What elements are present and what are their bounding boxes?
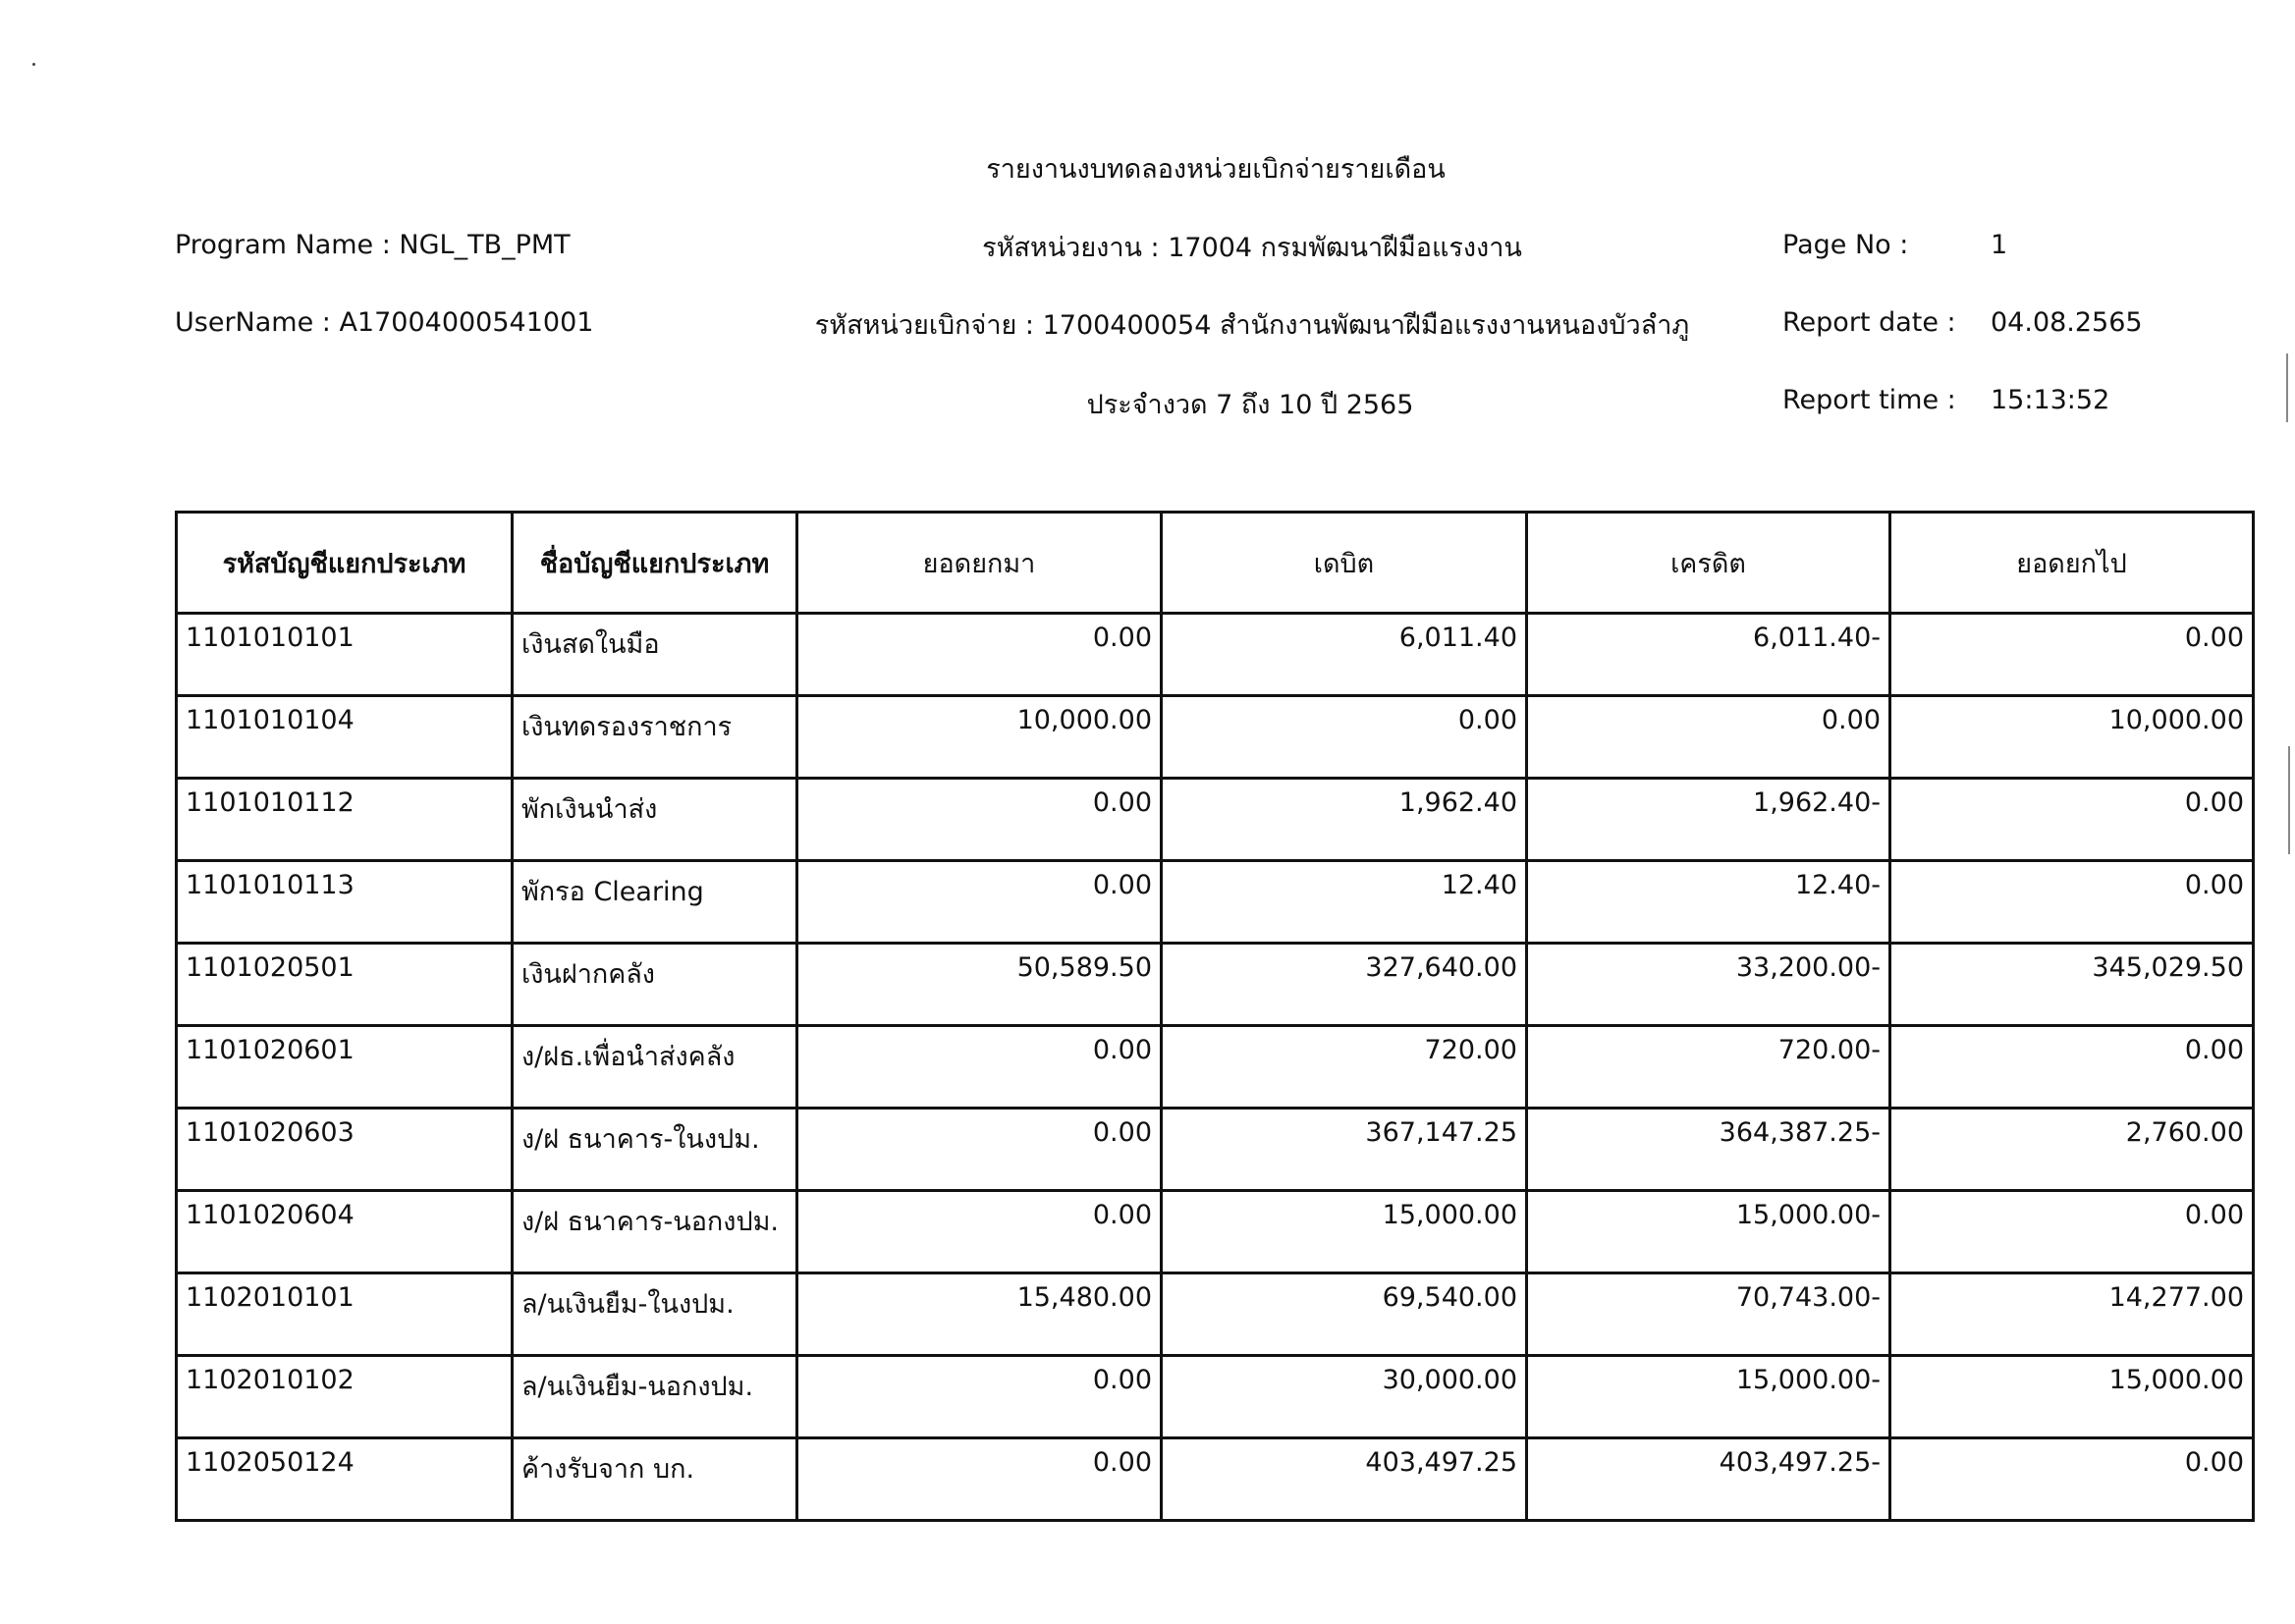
account-name: ล/นเงินยืม-ในงปม. — [513, 1273, 797, 1356]
report-time-value: 15:13:52 — [1991, 385, 2110, 415]
table-row — [177, 1356, 2254, 1438]
account-name: ง/ฝ ธนาคาร-ในงปม. — [513, 1109, 797, 1191]
opening-balance: 0.00 — [797, 779, 1162, 861]
agency-code: รหัสหน่วยงาน : 17004 กรมพัฒนาฝีมือแรงงาน — [982, 233, 1522, 263]
opening-balance: 10,000.00 — [797, 696, 1162, 779]
scan-edge-mark — [2286, 353, 2288, 422]
debit: 403,497.25 — [1162, 1438, 1527, 1521]
account-code: 1102050124 — [177, 1438, 513, 1521]
credit: 70,743.00- — [1527, 1273, 1890, 1356]
credit: 1,962.40- — [1527, 779, 1890, 861]
account-code: 1101010113 — [177, 861, 513, 944]
report-period: ประจำงวด 7 ถึง 10 ปี 2565 — [1086, 390, 1414, 420]
disbursing-unit: รหัสหน่วยเบิกจ่าย : 1700400054 สำนักงานพัฒนาฝีมือแรงงานหนองบัวลำภู — [814, 310, 1690, 341]
trial-balance-table — [175, 511, 2255, 1522]
closing-balance: 345,029.50 — [1890, 944, 2254, 1026]
account-code: 1101020603 — [177, 1109, 513, 1191]
col-header-credit: เครดิต — [1527, 513, 1890, 614]
debit: 720.00 — [1162, 1026, 1527, 1109]
table-row — [177, 861, 2254, 944]
scan-speck — [32, 63, 35, 66]
user-name: UserName : A17004000541001 — [175, 307, 594, 338]
col-header-account-name: ชื่อบัญชีแยกประเภท — [513, 513, 797, 614]
table-row — [177, 779, 2254, 861]
table-row — [177, 1109, 2254, 1191]
table-row — [177, 696, 2254, 779]
account-name: ล/นเงินยืม-นอกงปม. — [513, 1356, 797, 1438]
page-no-value: 1 — [1991, 230, 2008, 260]
closing-balance: 0.00 — [1890, 614, 2254, 696]
account-code: 1101020601 — [177, 1026, 513, 1109]
closing-balance: 0.00 — [1890, 861, 2254, 944]
debit: 15,000.00 — [1162, 1191, 1527, 1273]
account-name: ง/ฝธ.เพื่อนำส่งคลัง — [513, 1026, 797, 1109]
opening-balance: 15,480.00 — [797, 1273, 1162, 1356]
debit: 327,640.00 — [1162, 944, 1527, 1026]
program-name: Program Name : NGL_TB_PMT — [175, 230, 571, 260]
account-name: เงินทดรองราชการ — [513, 696, 797, 779]
account-name: เงินสดในมือ — [513, 614, 797, 696]
col-header-debit: เดบิต — [1162, 513, 1527, 614]
table-header-row — [177, 513, 2254, 614]
account-code: 1101020501 — [177, 944, 513, 1026]
credit: 720.00- — [1527, 1026, 1890, 1109]
report-date-value: 04.08.2565 — [1991, 307, 2143, 338]
account-name: ง/ฝ ธนาคาร-นอกงปม. — [513, 1191, 797, 1273]
closing-balance: 0.00 — [1890, 1191, 2254, 1273]
opening-balance: 50,589.50 — [797, 944, 1162, 1026]
scan-edge-mark — [2288, 746, 2290, 854]
col-header-opening-balance: ยอดยกมา — [797, 513, 1162, 614]
credit: 403,497.25- — [1527, 1438, 1890, 1521]
page-no-label: Page No : — [1782, 230, 1909, 260]
opening-balance: 0.00 — [797, 861, 1162, 944]
closing-balance: 0.00 — [1890, 1026, 2254, 1109]
credit: 33,200.00- — [1527, 944, 1890, 1026]
report-title: รายงานงบทดลองหน่วยเบิกจ่ายรายเดือน — [986, 154, 1446, 185]
account-name: พักรอ Clearing — [513, 861, 797, 944]
account-code: 1101010104 — [177, 696, 513, 779]
account-code: 1101010101 — [177, 614, 513, 696]
debit: 367,147.25 — [1162, 1109, 1527, 1191]
account-code: 1102010102 — [177, 1356, 513, 1438]
account-code: 1102010101 — [177, 1273, 513, 1356]
closing-balance: 2,760.00 — [1890, 1109, 2254, 1191]
col-header-closing-balance: ยอดยกไป — [1890, 513, 2254, 614]
account-name: พักเงินนำส่ง — [513, 779, 797, 861]
account-code: 1101010112 — [177, 779, 513, 861]
closing-balance: 14,277.00 — [1890, 1273, 2254, 1356]
opening-balance: 0.00 — [797, 1191, 1162, 1273]
report-date-label: Report date : — [1782, 307, 1956, 338]
table-row — [177, 614, 2254, 696]
credit: 15,000.00- — [1527, 1356, 1890, 1438]
opening-balance: 0.00 — [797, 1356, 1162, 1438]
col-header-account-code: รหัสบัญชีแยกประเภท — [177, 513, 513, 614]
debit: 30,000.00 — [1162, 1356, 1527, 1438]
debit: 69,540.00 — [1162, 1273, 1527, 1356]
closing-balance: 0.00 — [1890, 1438, 2254, 1521]
debit: 6,011.40 — [1162, 614, 1527, 696]
table-row — [177, 1273, 2254, 1356]
credit: 12.40- — [1527, 861, 1890, 944]
table-row — [177, 944, 2254, 1026]
table-row — [177, 1191, 2254, 1273]
closing-balance: 15,000.00 — [1890, 1356, 2254, 1438]
debit: 12.40 — [1162, 861, 1527, 944]
debit: 1,962.40 — [1162, 779, 1527, 861]
credit: 15,000.00- — [1527, 1191, 1890, 1273]
opening-balance: 0.00 — [797, 1438, 1162, 1521]
account-name: ค้างรับจาก บก. — [513, 1438, 797, 1521]
opening-balance: 0.00 — [797, 1109, 1162, 1191]
opening-balance: 0.00 — [797, 1026, 1162, 1109]
account-code: 1101020604 — [177, 1191, 513, 1273]
closing-balance: 0.00 — [1890, 779, 2254, 861]
table-row — [177, 1438, 2254, 1521]
report-time-label: Report time : — [1782, 385, 1956, 415]
closing-balance: 10,000.00 — [1890, 696, 2254, 779]
debit: 0.00 — [1162, 696, 1527, 779]
opening-balance: 0.00 — [797, 614, 1162, 696]
credit: 0.00 — [1527, 696, 1890, 779]
credit: 364,387.25- — [1527, 1109, 1890, 1191]
credit: 6,011.40- — [1527, 614, 1890, 696]
table-row — [177, 1026, 2254, 1109]
account-name: เงินฝากคลัง — [513, 944, 797, 1026]
